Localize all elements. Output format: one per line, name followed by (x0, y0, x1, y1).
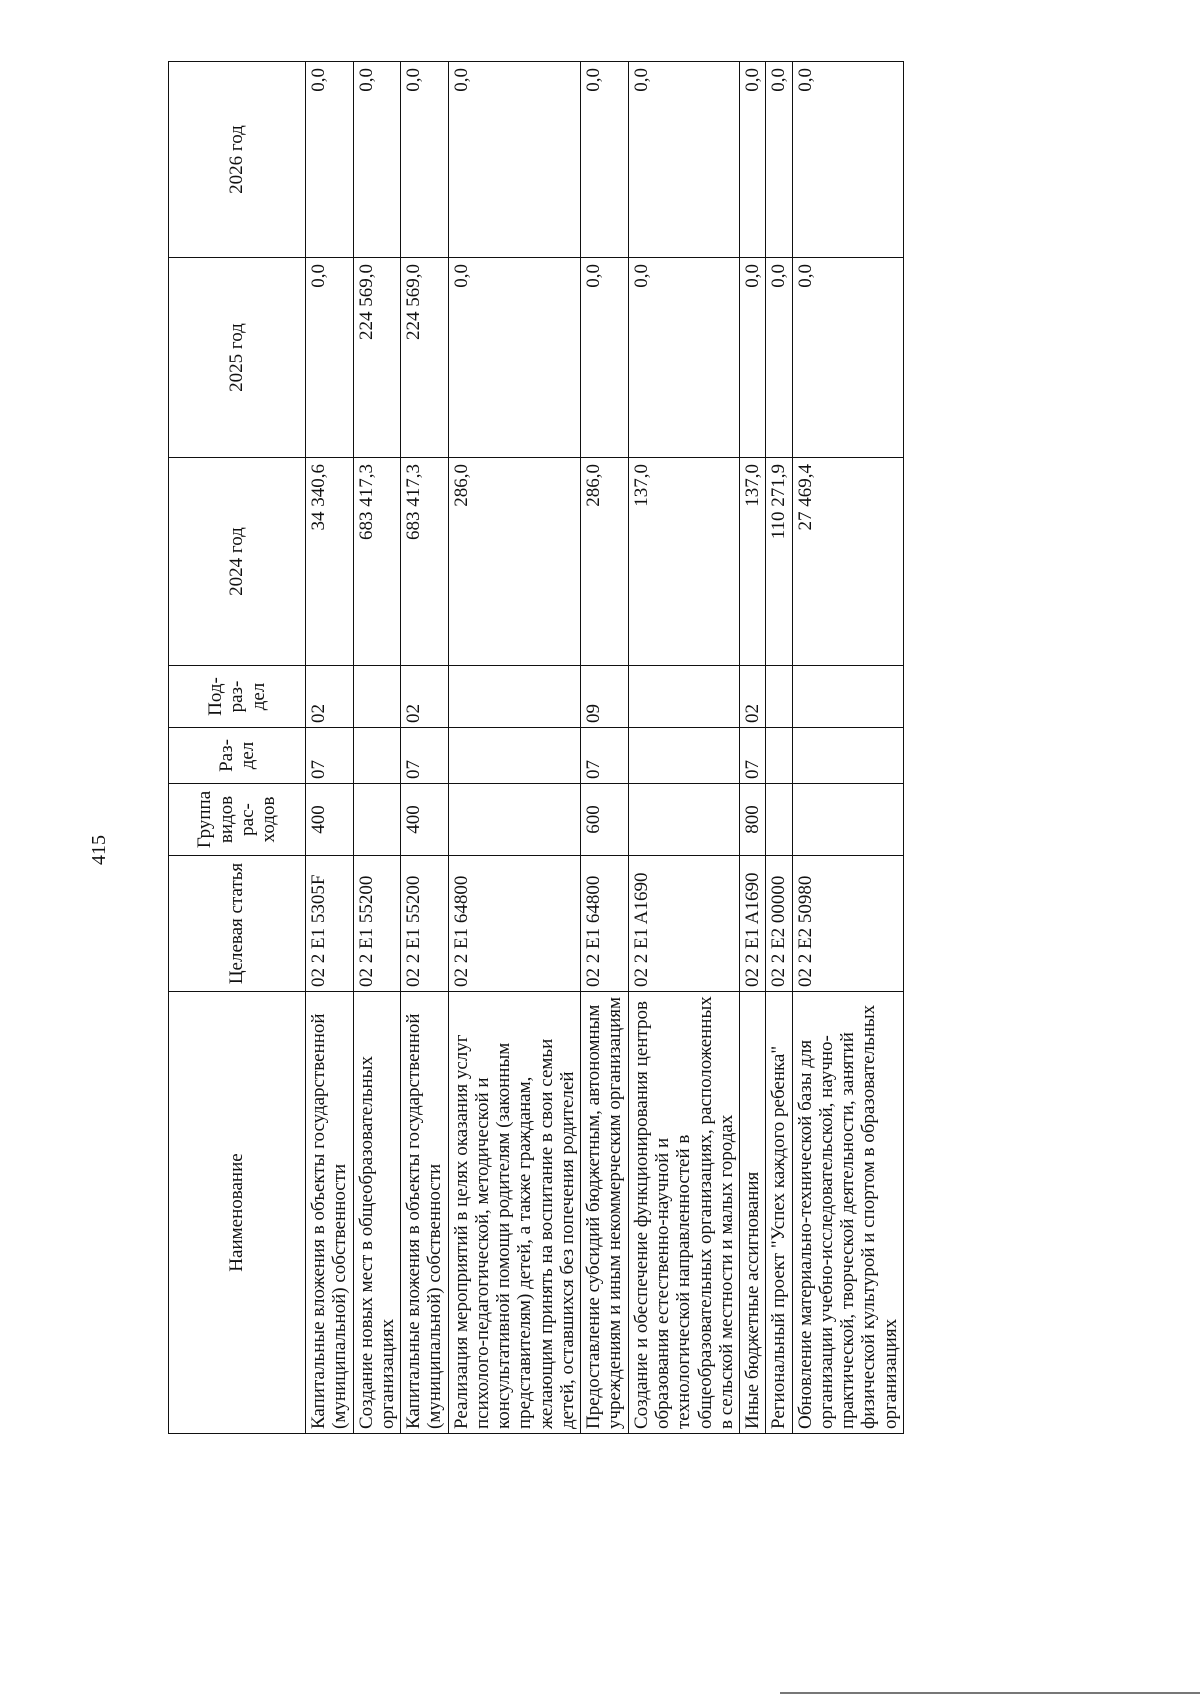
cell-name: Предоставление субсидий бюджетным, автономным учреждениям и иным некоммерческим организациям (581, 992, 629, 1434)
cell-target: 02 2 E2 00000 (766, 856, 792, 992)
table-row (581, 62, 629, 1434)
cell-2026: 0,0 (581, 62, 629, 258)
cell-2026: 0,0 (401, 62, 449, 258)
table-row (401, 62, 449, 1434)
cell-2024: 27 469,4 (792, 458, 903, 666)
cell-target: 02 2 E1 55200 (353, 856, 401, 992)
cell-2024: 286,0 (448, 458, 581, 666)
cell-subsection: 02 (740, 666, 766, 728)
header-2026: 2026 год (169, 62, 306, 258)
cell-2025: 224 569,0 (353, 258, 401, 458)
cell-2025: 224 569,0 (401, 258, 449, 458)
cell-section (792, 728, 903, 784)
cell-2025: 0,0 (448, 258, 581, 458)
cell-target: 02 2 E1 64800 (581, 856, 629, 992)
header-group: Группа видов рас- ходов (169, 784, 306, 856)
cell-2024: 683 417,3 (401, 458, 449, 666)
header-subsection: Под- раз- дел (169, 666, 306, 728)
cell-2025: 0,0 (581, 258, 629, 458)
cell-subsection (628, 666, 739, 728)
cell-2024: 683 417,3 (353, 458, 401, 666)
cell-2026: 0,0 (766, 62, 792, 258)
cell-2024: 110 271,9 (766, 458, 792, 666)
cell-group: 800 (740, 784, 766, 856)
cell-2025: 0,0 (306, 258, 354, 458)
cell-group: 400 (401, 784, 449, 856)
cell-section: 07 (740, 728, 766, 784)
cell-target: 02 2 E2 50980 (792, 856, 903, 992)
cell-target: 02 2 E1 64800 (448, 856, 581, 992)
page-number: 415 (88, 835, 110, 865)
cell-name: Капитальные вложения в объекты государственной (муниципальной) собственности (306, 992, 354, 1434)
header-section: Раз- дел (169, 728, 306, 784)
cell-2026: 0,0 (628, 62, 739, 258)
table-row (740, 62, 766, 1434)
cell-2026: 0,0 (306, 62, 354, 258)
cell-2024: 137,0 (740, 458, 766, 666)
cell-2026: 0,0 (448, 62, 581, 258)
cell-subsection (766, 666, 792, 728)
cell-target: 02 2 E1 A1690 (740, 856, 766, 992)
cell-2025: 0,0 (792, 258, 903, 458)
cell-name: Иные бюджетные ассигнования (740, 992, 766, 1434)
cell-2024: 286,0 (581, 458, 629, 666)
cell-name: Реализация мероприятий в целях оказания услуг психолого-педагогической, методической и консультативной помощи родителям (законным представителям) детей, а также гражданам, желающим принять на воспитание в свои семьи детей, оставшихся без попечения родителей (448, 992, 581, 1434)
cell-name: Обновление материально-технической базы для организации учебно-исследовательской, научно-практической, творческой деятельности, занятий физической культурой и спортом в образовательных организациях (792, 992, 903, 1434)
cell-2025: 0,0 (628, 258, 739, 458)
cell-target: 02 2 E1 5305F (306, 856, 354, 992)
cell-name: Создание и обеспечение функционирования центров образования естественно-научной и технологической направленностей в общеобразовательных организациях, расположенных в сельской местности и малых городах (628, 992, 739, 1434)
cell-2026: 0,0 (792, 62, 903, 258)
header-2025: 2025 год (169, 258, 306, 458)
cell-group (766, 784, 792, 856)
cell-section (766, 728, 792, 784)
cell-group (792, 784, 903, 856)
cell-section (448, 728, 581, 784)
header-target: Целевая статья (169, 856, 306, 992)
cell-subsection (353, 666, 401, 728)
header-2024: 2024 год (169, 458, 306, 666)
cell-subsection (792, 666, 903, 728)
cell-section (353, 728, 401, 784)
cell-2025: 0,0 (766, 258, 792, 458)
table-row (306, 62, 354, 1434)
table-row (448, 62, 581, 1434)
cell-name: Капитальные вложения в объекты государственной (муниципальной) собственности (401, 992, 449, 1434)
cell-name: Региональный проект "Успех каждого ребенка" (766, 992, 792, 1434)
cell-target: 02 2 E1 A1690 (628, 856, 739, 992)
rotated-table-container (168, 62, 1090, 1434)
table-row (792, 62, 903, 1434)
cell-name: Создание новых мест в общеобразовательных организациях (353, 992, 401, 1434)
table-row (353, 62, 401, 1434)
cell-section: 07 (306, 728, 354, 784)
cell-subsection (448, 666, 581, 728)
cell-group (448, 784, 581, 856)
cell-target: 02 2 E1 55200 (401, 856, 449, 992)
table-row (628, 62, 739, 1434)
cell-2025: 0,0 (740, 258, 766, 458)
cell-subsection: 02 (306, 666, 354, 728)
cell-group (353, 784, 401, 856)
cell-2026: 0,0 (740, 62, 766, 258)
cell-section (628, 728, 739, 784)
scan-edge-line (780, 1692, 1200, 1694)
cell-subsection: 02 (401, 666, 449, 728)
cell-section: 07 (581, 728, 629, 784)
header-name: Наименование (169, 992, 306, 1434)
cell-2024: 34 340,6 (306, 458, 354, 666)
cell-2024: 137,0 (628, 458, 739, 666)
cell-section: 07 (401, 728, 449, 784)
cell-2026: 0,0 (353, 62, 401, 258)
cell-group: 600 (581, 784, 629, 856)
cell-group: 400 (306, 784, 354, 856)
cell-subsection: 09 (581, 666, 629, 728)
table-header-row (169, 62, 306, 1434)
cell-group (628, 784, 739, 856)
table-row (766, 62, 792, 1434)
budget-table (168, 61, 904, 1434)
